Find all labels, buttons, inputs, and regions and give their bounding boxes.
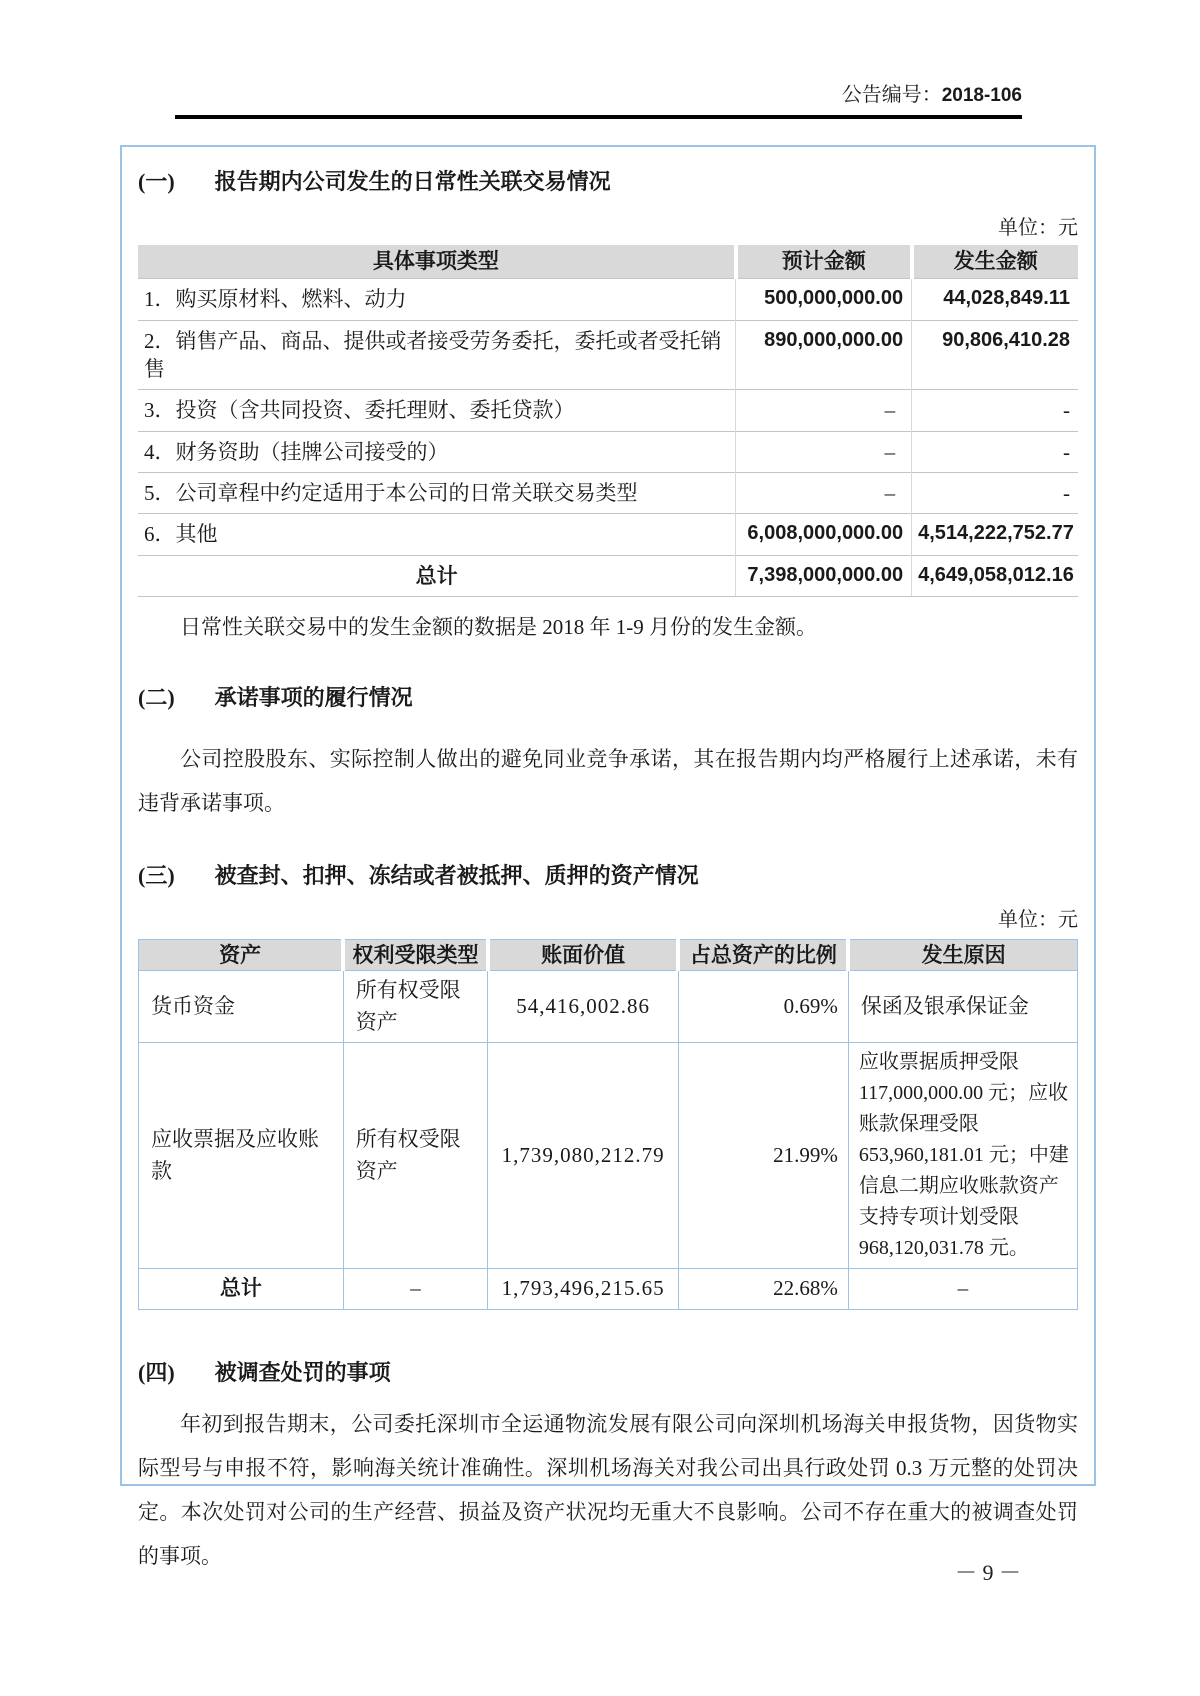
table-row (138, 431, 1078, 472)
expected-amount-cell: 890,000,000.00 (736, 320, 912, 390)
book-value-cell: 1,739,080,212.79 (488, 1043, 679, 1269)
restricted-assets-table (138, 939, 1078, 1310)
expected-amount-cell: – (736, 473, 912, 514)
actual-amount-cell: - (912, 390, 1078, 431)
expected-amount-cell: 500,000,000.00 (736, 279, 912, 320)
restriction-cell: 所有权受限资产 (343, 1043, 488, 1269)
item-cell: 6．其他 (138, 514, 736, 555)
table-row (138, 473, 1078, 514)
col-header-restriction-type: 权利受限类型 (343, 940, 488, 971)
table-total-row (138, 555, 1078, 596)
doc-number-label: 公告编号： (841, 84, 942, 106)
actual-amount-cell: - (912, 431, 1078, 472)
reason-cell: 应收票据质押受限 117,000,000.00 元；应收账款保理受限 653,960,181.01 元；中建信息二期应收账款资产支持专项计划受限 968,120,031.78 元。 (848, 1043, 1077, 1269)
col-header-actual-amount: 发生金额 (912, 245, 1078, 279)
page-number: － 9 － (954, 1560, 1021, 1585)
ratio-cell: 0.69% (678, 971, 848, 1043)
table-row (138, 390, 1078, 431)
total-restriction-cell: – (343, 1269, 488, 1310)
total-actual-cell: 4,649,058,012.16 (912, 555, 1078, 596)
section-heading-4 (138, 1358, 1078, 1388)
table-row (138, 279, 1078, 320)
table-row (138, 514, 1078, 555)
commitment-paragraph: 公司控股股东、实际控制人做出的避免同业竞争承诺，其在报告期内均严格履行上述承诺，未有违背承诺事项。 (138, 747, 1078, 816)
col-header-expected-amount: 预计金额 (736, 245, 912, 279)
actual-amount-cell: 90,806,410.28 (912, 320, 1078, 390)
total-label-cell: 总计 (139, 1269, 344, 1310)
unit-label-1: 单位：元 (998, 217, 1078, 239)
section-heading-1 (138, 167, 1078, 197)
actual-amount-cell: 4,514,222,752.77 (912, 514, 1078, 555)
item-cell: 1．购买原材料、燃料、动力 (138, 279, 736, 320)
item-cell: 2．销售产品、商品、提供或者接受劳务委托，委托或者受托销售 (138, 320, 736, 390)
actual-amount-cell: - (912, 473, 1078, 514)
item-cell: 4．财务资助（挂牌公司接受的） (138, 431, 736, 472)
table-row (139, 971, 1078, 1043)
total-ratio-cell: 22.68% (678, 1269, 848, 1310)
section-2-title: 承诺事项的履行情况 (214, 685, 413, 711)
expected-amount-cell: – (736, 390, 912, 431)
section-4-label: (四) (138, 1359, 175, 1385)
table-row (138, 320, 1078, 390)
section-heading-3 (138, 861, 1078, 891)
table-row (139, 1043, 1078, 1269)
table-note: 日常性关联交易中的发生金额的数据是 2018 年 1-9 月份的发生金额。 (180, 615, 817, 640)
related-transactions-table (138, 245, 1078, 597)
col-header-item-type: 具体事项类型 (138, 245, 736, 279)
section-3-label: (三) (138, 863, 175, 889)
item-cell: 5．公司章程中约定适用于本公司的日常关联交易类型 (138, 473, 736, 514)
section-1-title: 报告期内公司发生的日常性关联交易情况 (214, 169, 611, 194)
unit-label-2: 单位：元 (998, 909, 1078, 932)
section-heading-2 (138, 683, 1078, 713)
table-header-row (138, 245, 1078, 279)
section-4-title: 被调查处罚的事项 (214, 1359, 391, 1385)
col-header-asset-ratio: 占总资产的比例 (678, 940, 848, 971)
asset-cell: 应收票据及应收账款 (139, 1043, 344, 1269)
table-total-row (139, 1269, 1078, 1310)
item-cell: 3．投资（含共同投资、委托理财、委托贷款） (138, 390, 736, 431)
penalty-paragraph: 年初到报告期末，公司委托深圳市全运通物流发展有限公司向深圳机场海关申报货物，因货物实际型号与申报不符，影响海关统计准确性。深圳机场海关对我公司出具行政处罚 0.3 万元整的处罚决定。本次处罚对公司的生产经营、损益及资产状况均无重大不良影响。公司不存在重大的被调查处罚的事项。 (138, 1411, 1078, 1568)
total-reason-cell: – (848, 1269, 1077, 1310)
document-header (175, 78, 1022, 119)
total-book-value-cell: 1,793,496,215.65 (488, 1269, 679, 1310)
section-3-title: 被查封、扣押、冻结或者被抵押、质押的资产情况 (214, 863, 699, 889)
book-value-cell: 54,416,002.86 (488, 971, 679, 1043)
table-header-row (139, 940, 1078, 971)
col-header-reason: 发生原因 (848, 940, 1077, 971)
asset-cell: 货币资金 (139, 971, 344, 1043)
expected-amount-cell: 6,008,000,000.00 (736, 514, 912, 555)
restriction-cell: 所有权受限资产 (343, 971, 488, 1043)
expected-amount-cell: – (736, 431, 912, 472)
doc-number-value: 2018-106 (941, 85, 1022, 106)
col-header-book-value: 账面价值 (488, 940, 679, 971)
section-2-label: (二) (138, 685, 175, 711)
actual-amount-cell: 44,028,849.11 (912, 279, 1078, 320)
ratio-cell: 21.99% (678, 1043, 848, 1269)
reason-cell: 保函及银承保证金 (848, 971, 1077, 1043)
col-header-asset: 资产 (139, 940, 344, 971)
total-expected-cell: 7,398,000,000.00 (736, 555, 912, 596)
section-1-label: (一) (138, 169, 175, 194)
content-box (120, 145, 1096, 1568)
total-label-cell: 总计 (138, 555, 736, 596)
